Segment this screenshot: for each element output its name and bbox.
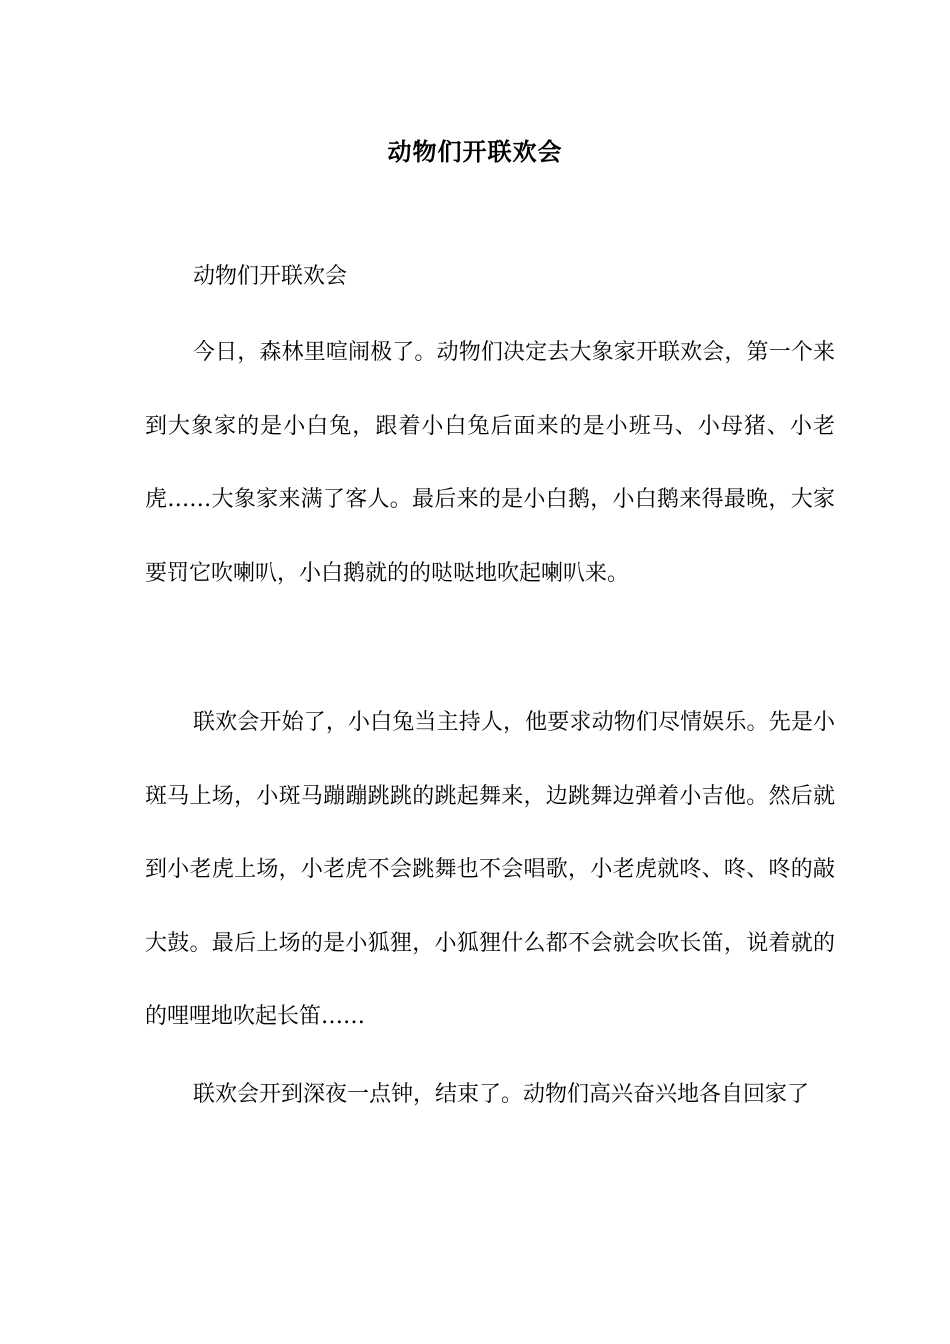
document-subtitle: 动物们开联欢会: [193, 264, 348, 289]
paragraph-2: 联欢会开始了，小白兔当主持人，他要求动物们尽情娱乐。先是小斑马上场，小斑马蹦蹦跳跳的跳起舞来，边跳舞边弹着小吉他。然后就到小老虎上场，小老虎不会跳舞也不会唱歌，小老虎就咚、咚、咚的敲大鼓。最后上场的是小狐狸，小狐狸什么都不会就会吹长笛，说着就的的哩哩地吹起长笛……: [145, 710, 835, 1029]
document-title: 动物们开联欢会: [387, 137, 563, 166]
paragraph-1: 今日，森林里喧闹极了。动物们决定去大象家开联欢会，第一个来到大象家的是小白兔，跟着小白兔后面来的是小班马、小母猪、小老虎……大象家来满了客人。最后来的是小白鹅，小白鹅来得最晚，大家要罚它吹喇叭，小白鹅就的的哒哒地吹起喇叭来。: [145, 340, 835, 586]
paragraph-3: 联欢会开到深夜一点钟，结束了。动物们高兴奋兴地各自回家了: [193, 1082, 810, 1107]
